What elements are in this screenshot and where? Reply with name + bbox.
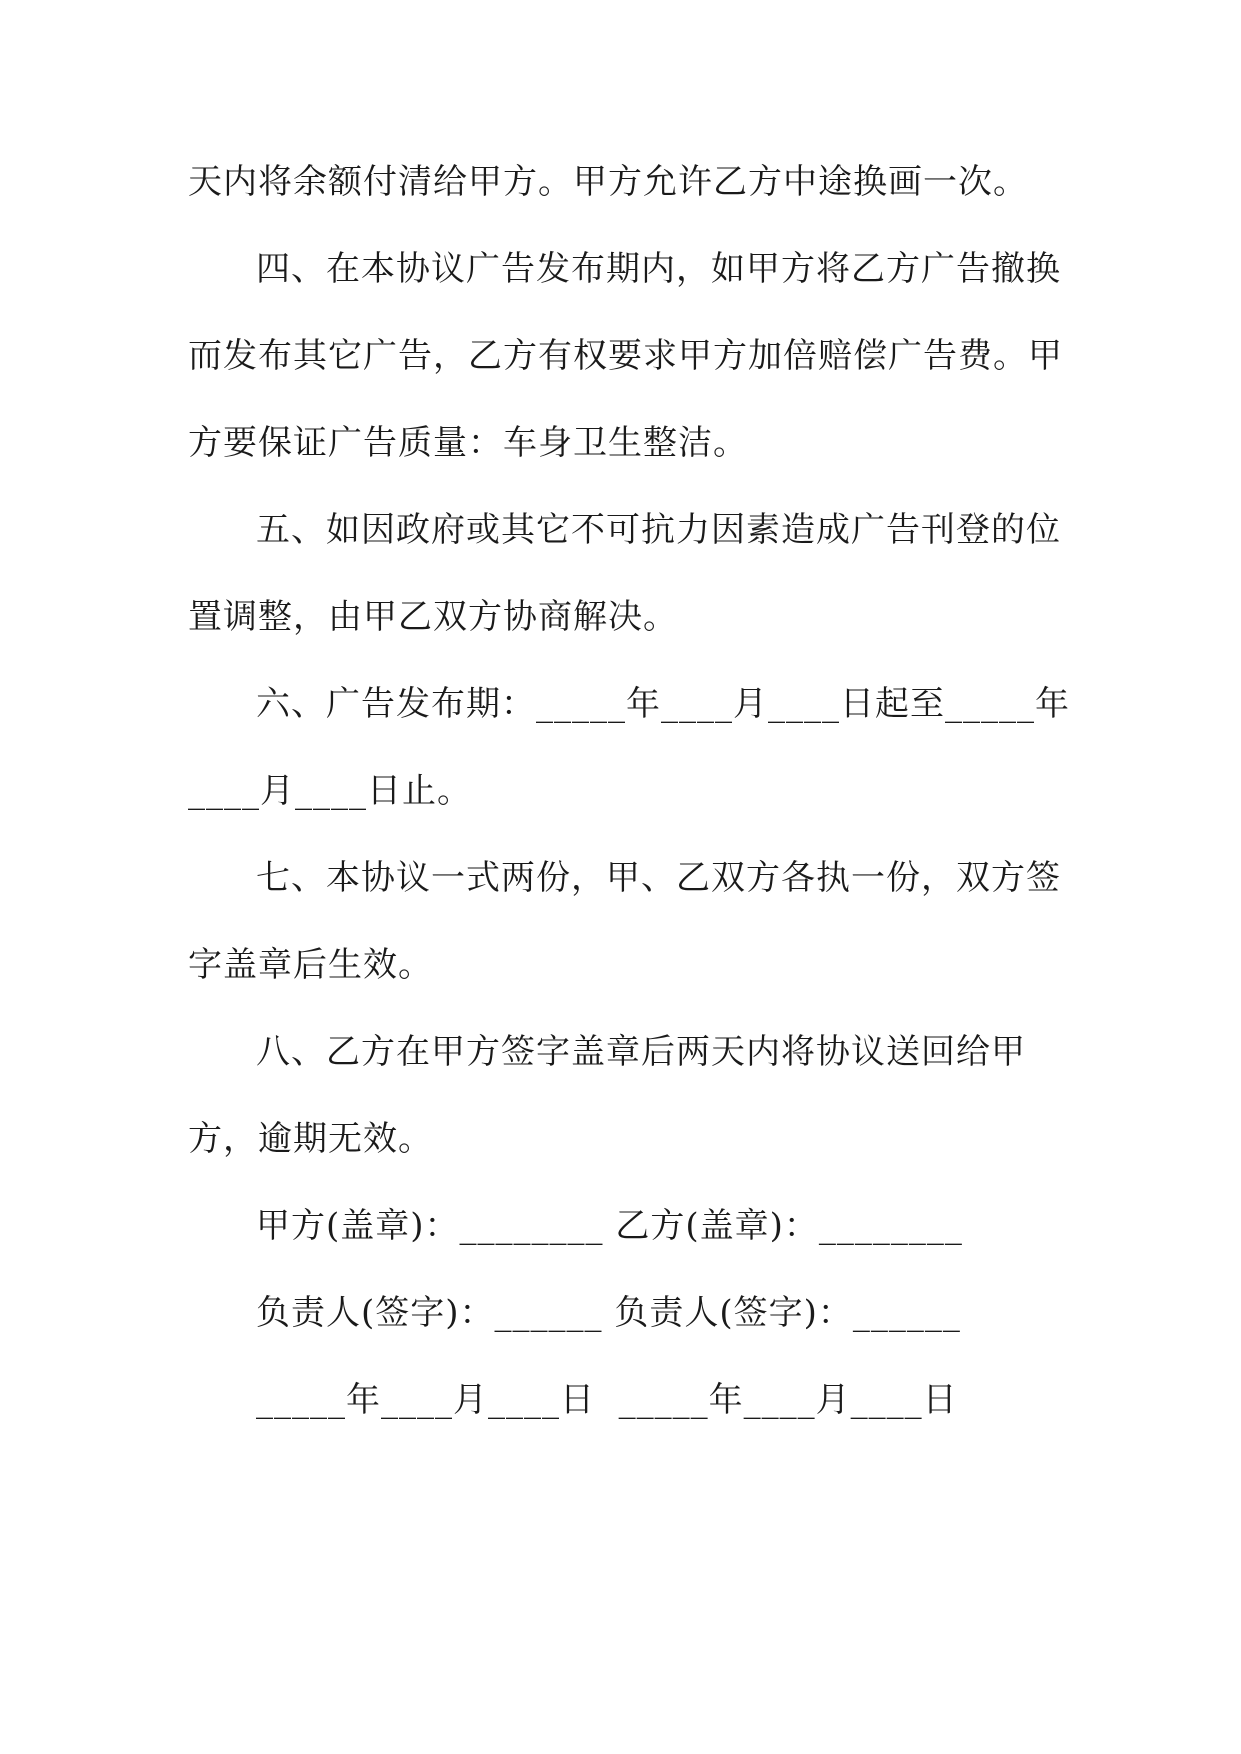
clause-6-line-2: ____月____日止。: [188, 771, 472, 811]
clause-4-line-3: 方要保证广告质量：车身卫生整洁。: [188, 423, 748, 463]
clause-7-line-2: 字盖章后生效。: [188, 945, 433, 985]
clause-5-line-2: 置调整，由甲乙双方协商解决。: [188, 597, 678, 637]
seal-line: 甲方(盖章)：________ 乙方(盖章)：________: [256, 1206, 963, 1246]
clause-8-line-2: 方，逾期无效。: [188, 1119, 433, 1159]
paragraph-3-continuation: 天内将余额付清给甲方。甲方允许乙方中途换画一次。: [188, 162, 1028, 202]
clause-4-line-2: 而发布其它广告，乙方有权要求甲方加倍赔偿广告费。甲: [188, 336, 1063, 376]
clause-5-line-1: 五、如因政府或其它不可抗力因素造成广告刊登的位: [256, 510, 1061, 550]
clause-8-line-1: 八、乙方在甲方签字盖章后两天内将协议送回给甲: [256, 1032, 1026, 1072]
signature-line: 负责人(签字)：______ 负责人(签字)：______: [256, 1293, 961, 1333]
clause-4-line-1: 四、在本协议广告发布期内，如甲方将乙方广告撤换: [256, 249, 1061, 289]
date-line: _____年____月____日 _____年____月____日: [256, 1380, 958, 1420]
clause-7-line-1: 七、本协议一式两份，甲、乙双方各执一份，双方签: [256, 858, 1061, 898]
clause-6-line-1: 六、广告发布期：_____年____月____日起至_____年: [256, 684, 1070, 724]
